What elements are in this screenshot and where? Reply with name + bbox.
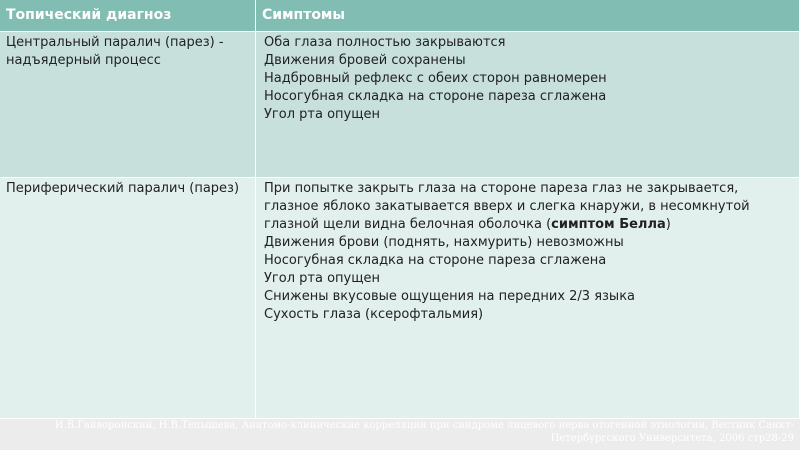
symptom-item: Движения брови (поднять, нахмурить) невозможны (264, 235, 624, 250)
symptom-item: Движения бровей сохранены (264, 53, 466, 68)
bell-sign-term: симптом Белла (551, 217, 666, 232)
diagnosis-text: Периферический паралич (парез) (6, 181, 240, 196)
header-diagnosis: Топический диагноз (0, 0, 256, 32)
diagnosis-cell (0, 32, 256, 178)
citation-line: Петербургского Университета, 2006 стр28-29 (550, 433, 794, 444)
symptom-item: Угол рта опущен (264, 107, 380, 122)
citation (0, 419, 794, 445)
symptom-item (264, 180, 793, 234)
diagnosis-cell (0, 178, 256, 419)
header-symptoms: Симптомы (256, 0, 800, 32)
symptoms-cell (256, 32, 800, 178)
symptom-item: Носогубная складка на стороне пареза сглажена (264, 253, 607, 268)
table-row (0, 32, 800, 178)
symptom-item: Надбровный рефлекс с обеих сторон равномерен (264, 71, 607, 86)
diagnosis-text: Центральный паралич (парез) - надъядерный процесс (6, 35, 224, 68)
symptoms-list (256, 178, 799, 324)
symptom-bell-text: При попытке закрыть глаза на стороне пареза глаз не закрывается, глазное яблоко закатывается вверх и слегка кнаружи, в несомкнутой глазной щели видна белочная оболочка ( (264, 181, 750, 232)
citation-line: И.В.Гайворонский, Н.В.Тепышева, Анатомо-клинические корреляции при синдроме лицевого нерва отогенной этиологии, Вестник Санкт- (54, 420, 794, 431)
symptom-item: Сухость глаза (ксерофтальмия) (264, 307, 484, 322)
symptom-bell-close: ) (665, 217, 671, 232)
symptom-item: Угол рта опущен (264, 271, 380, 286)
symptom-item: Оба глаза полностью закрываются (264, 35, 506, 50)
table-header-row (0, 0, 800, 32)
table-row (0, 178, 800, 419)
symptoms-cell (256, 178, 800, 419)
symptom-item: Снижены вкусовые ощущения на передних 2/3 языка (264, 289, 636, 304)
symptoms-list (256, 32, 799, 124)
symptom-item: Носогубная складка на стороне пареза сглажена (264, 89, 607, 104)
